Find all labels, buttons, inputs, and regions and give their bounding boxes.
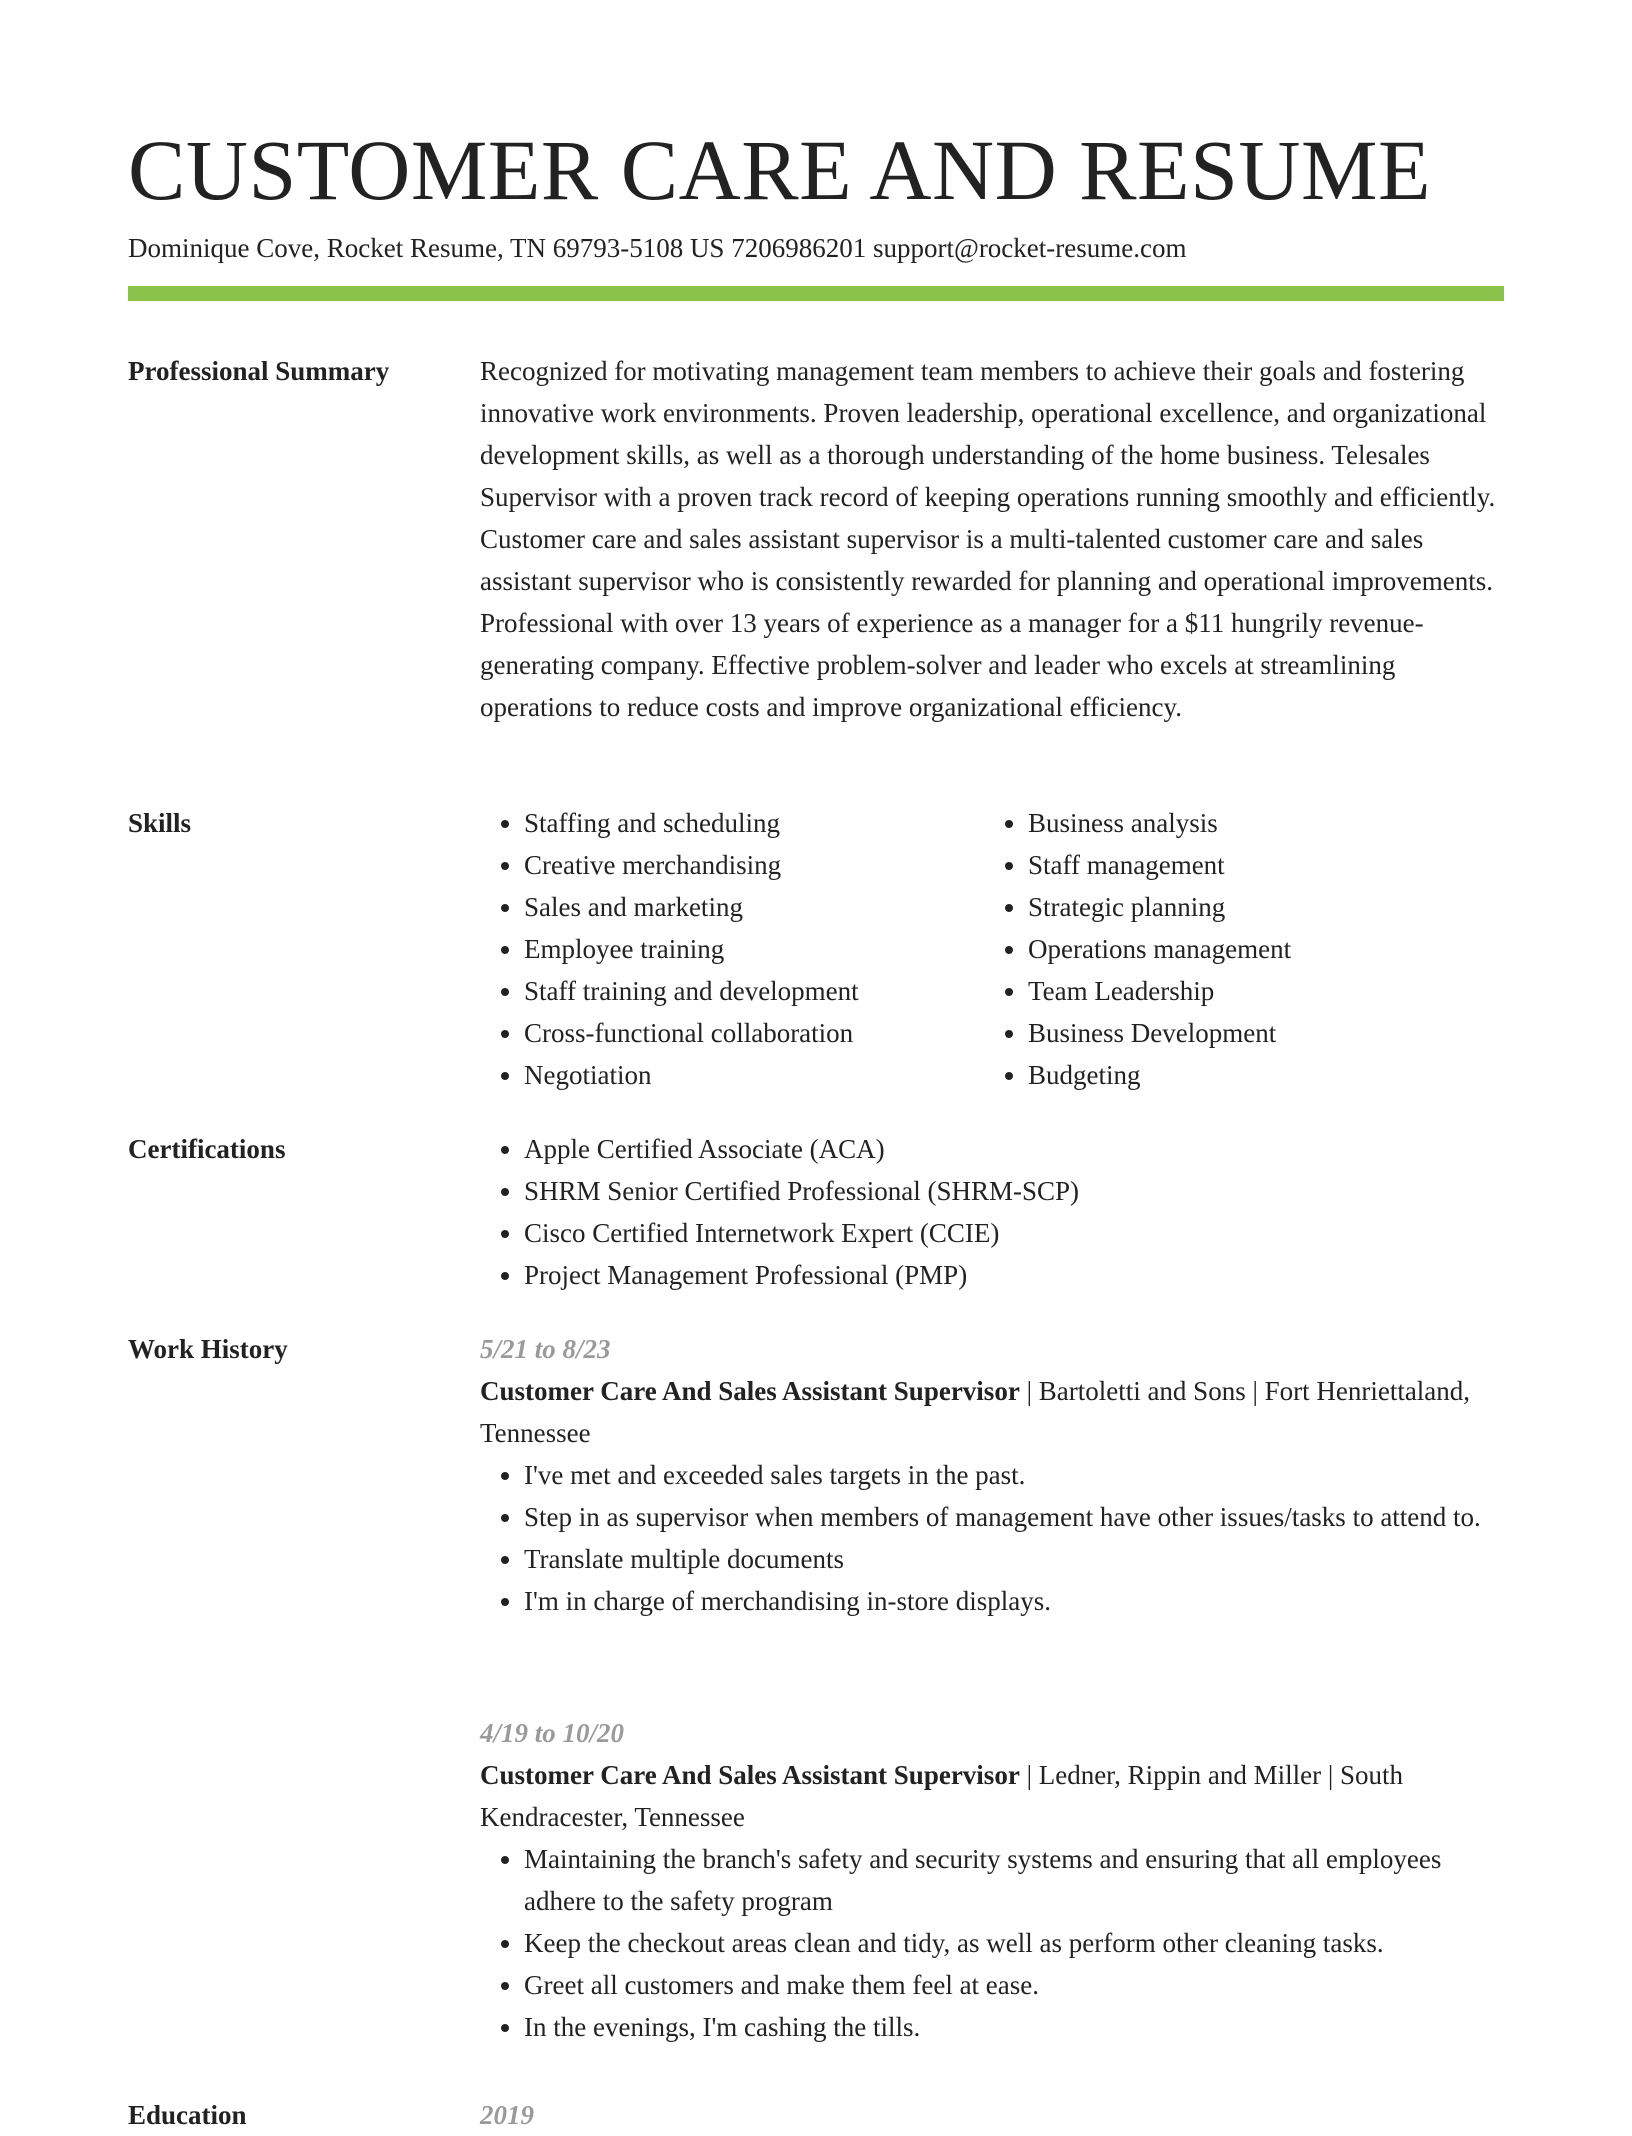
page-title: CUSTOMER CARE AND RESUME [128,122,1432,218]
job-bullet: • In the evenings, I'm cashing the tills. [524,2006,1510,2048]
job-dates: 5/21 to 8/23 [480,1334,611,1364]
skill-item: • Business analysis [1028,802,1528,844]
job-employer: | Bartoletti and Sons | Fort Henriettaland, Tennessee [480,1376,1471,1448]
skills-list-left [480,802,1024,1096]
job-bullet: • Keep the checkout areas clean and tidy, as well as perform other cleaning tasks. [524,1922,1510,1964]
job-dates: 4/19 to 10/20 [480,1718,625,1748]
skill-item: • Strategic planning [1028,886,1528,928]
education-dates: 2019 [480,2100,534,2130]
skills-list-right [984,802,1528,1096]
summary-text: Recognized for motivating management team members to achieve their goals and fostering innovative work environments. Proven leadership, operational excellence, and organizational development skills, as well as a thorough understanding of the home business. Telesales Supervisor with a proven track record of keeping operations running smoothly and efficiently. Customer care and sales assistant supervisor is a multi-talented customer care and sales assistant supervisor who is consistently rewarded for planning and operational improvements. Professional with over 13 years of experience as a manager for a $11 hungrily revenue-generating company. Effective problem-solver and leader who excels at streamlining operations to reduce costs and improve organizational efficiency. [480,356,1496,722]
certification-item: • Cisco Certified Internetwork Expert (CCIE) [524,1212,1510,1254]
summary-label: Professional Summary [128,356,390,386]
job-bullet: • Greet all customers and make them feel at ease. [524,1964,1510,2006]
skill-item: • Staff training and development [524,970,1024,1012]
certification-item: • Project Management Professional (PMP) [524,1254,1510,1296]
skills-body [480,802,1510,1096]
work-history-label: Work History [128,1334,288,1364]
summary-body [480,350,1510,728]
skill-item: • Sales and marketing [524,886,1024,928]
certification-item: • SHRM Senior Certified Professional (SHRM-SCP) [524,1170,1510,1212]
skill-item: • Team Leadership [1028,970,1528,1012]
skill-item: • Employee training [524,928,1024,970]
job-heading [480,1754,1510,1838]
job-entry [480,1328,1510,1622]
skill-item: • Operations management [1028,928,1528,970]
certifications-label: Certifications [128,1134,286,1164]
job-entry [480,1712,1510,2048]
job-bullet: • I'm in charge of merchandising in-store displays. [524,1580,1510,1622]
job-bullet: • Translate multiple documents [524,1538,1510,1580]
certifications-list [480,1128,1510,1296]
skills-label: Skills [128,808,192,838]
skill-item: • Cross-functional collaboration [524,1012,1024,1054]
job-bullet: • I've met and exceeded sales targets in the past. [524,1454,1510,1496]
job-bullet: • Step in as supervisor when members of management have other issues/tasks to attend to. [524,1496,1510,1538]
education-body [480,2094,1510,2136]
skill-item: • Creative merchandising [524,844,1024,886]
job-bullets [480,1454,1510,1622]
job-heading [480,1370,1510,1454]
job-employer: | Ledner, Rippin and Miller | South Kendracester, Tennessee [480,1760,1403,1832]
job-role: Customer Care And Sales Assistant Supervisor [480,1760,1020,1790]
job-bullets [480,1838,1510,2048]
skill-item: • Business Development [1028,1012,1528,1054]
education-label: Education [128,2100,247,2130]
skill-item: • Negotiation [524,1054,1024,1096]
skill-item: • Staffing and scheduling [524,802,1024,844]
certification-item: • Apple Certified Associate (ACA) [524,1128,1510,1170]
skill-item: • Staff management [1028,844,1528,886]
skill-item: • Budgeting [1028,1054,1528,1096]
header-divider [128,286,1504,301]
job-role: Customer Care And Sales Assistant Supervisor [480,1376,1020,1406]
contact-line: Dominique Cove, Rocket Resume, TN 69793-5108 US 7206986201 support@rocket-resume.com [128,233,1187,263]
job-bullet: • Maintaining the branch's safety and security systems and ensuring that all employees adhere to the safety program [524,1838,1510,1922]
certifications-body [480,1128,1510,1296]
